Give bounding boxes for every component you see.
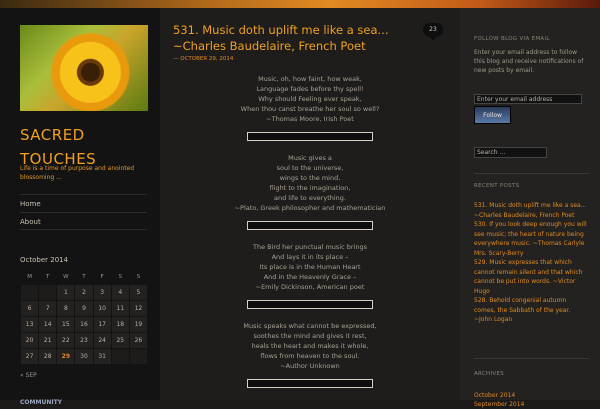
recent-post-link[interactable]: 531. Music doth uplift me like a sea... ~Charles Baudelaire, French Poet [474,202,587,219]
calendar-day: 16 [75,316,93,332]
calendar-day: 18 [111,316,129,332]
post-date [173,56,233,62]
calendar-day: 12 [129,300,147,316]
site-tagline: Life is a time of purpose and anointed blossoming ... [20,165,135,181]
poem-line: Language fades before thy spell! [256,85,364,93]
calendar-day: 21 [39,332,57,348]
nav-item-about[interactable]: About [20,212,147,230]
calendar-day: 13 [21,316,39,332]
recent-post-link[interactable]: Mrs. Scary-Berry [474,249,524,257]
calendar-day: 8 [57,300,75,316]
poem-stanza [160,74,460,124]
poem-line: wings to the mind, [279,174,341,182]
calendar-day: 28 [39,348,57,364]
archives-list [474,391,589,409]
calendar-title: October 2014 [20,256,69,264]
site-title-line1[interactable]: SACRED [20,126,85,144]
poem-line: And lays it in its place – [271,253,349,261]
calendar-day: 17 [93,316,111,332]
poem-line: and life to everything. [273,194,346,202]
calendar [20,270,148,365]
header-image-sunflower[interactable] [20,25,148,111]
follow-widget-text: Enter your email address to follow this blog and receive notifications of new posts by email. [474,49,584,74]
archive-link[interactable]: October 2014 [474,392,516,399]
calendar-day: 27 [21,348,39,364]
community-title: COMMUNITY [20,399,63,406]
poem-line: When thou canst breathe her soul so well? [240,105,380,113]
calendar-empty-cell [21,284,39,300]
poem-line: ~Plato, Greek philosopher and mathematician [234,204,386,212]
main-nav [20,194,147,230]
site-title-line2[interactable]: TOUCHES [20,150,97,168]
calendar-day: 10 [93,300,111,316]
recent-posts-title: RECENT POSTS [474,183,520,189]
email-field[interactable] [474,94,582,104]
follow-button[interactable]: Follow [474,106,511,124]
post-date-text[interactable]: OCTOBER 29, 2014 [180,56,234,62]
calendar-weekday: M [27,273,32,280]
calendar-week [21,316,148,332]
post-date-dash: — [173,56,179,62]
right-sidebar [460,8,600,408]
calendar-weekdays [21,270,148,284]
poem-line: And in the Heavenly Grace – [263,273,357,281]
calendar-empty-cell [39,284,57,300]
calendar-day: 2 [75,284,93,300]
calendar-weekday: S [136,273,141,280]
calendar-empty-cell [129,348,147,364]
follow-widget-title: FOLLOW BLOG VIA EMAIL [474,36,550,42]
calendar-day: 11 [111,300,129,316]
calendar-day: 22 [57,332,75,348]
poem-line: heals the heart and makes it whole, [251,342,369,350]
calendar-day: 20 [21,332,39,348]
poem-stanza [160,321,460,371]
archive-link[interactable]: September 2014 [474,401,525,408]
left-sidebar [0,8,160,406]
calendar-day: 19 [129,316,147,332]
calendar-day: 25 [111,332,129,348]
calendar-day: 14 [39,316,57,332]
calendar-day: 1 [57,284,75,300]
calendar-weekday: T [82,273,86,280]
recent-post-link[interactable]: 530. If you look deep enough you will see music; the heart of nature being everywhere music. ~Thomas Carlyle [474,221,587,247]
calendar-day: 30 [75,348,93,364]
poem-line: flows from heaven to the soul. [260,352,360,360]
stanza-separator-bar [247,221,373,230]
calendar-day: 6 [21,300,39,316]
divider [474,358,589,359]
search-input[interactable] [474,147,547,158]
calendar-weekday: T [46,273,50,280]
recent-post-link[interactable]: 528. Behold congenial autumn comes, the Sabbath of the year. ~John Logan [474,297,571,323]
poem-stanza [160,242,460,292]
top-accent-bar [0,0,600,8]
calendar-week [21,332,148,348]
calendar-prev-link[interactable]: « SEP [20,372,37,379]
comment-count-bubble[interactable]: 23 [423,23,443,37]
calendar-week [21,300,148,316]
calendar-empty-cell [111,348,129,364]
calendar-day: 15 [57,316,75,332]
calendar-day: 24 [93,332,111,348]
calendar-day[interactable]: 29 [57,348,75,364]
post-body [160,74,460,400]
poem-line: soothes the mind and gives it rest, [253,332,367,340]
post-title[interactable]: 531. Music doth uplift me like a sea... ~Charles Baudelaire, French Poet [173,23,389,53]
calendar-body [21,284,148,364]
recent-posts-list [474,201,589,325]
calendar-weekday: S [118,273,123,280]
poem-line: Its place is in the Human Heart [259,263,361,271]
calendar-weekday: W [63,273,69,280]
calendar-day: 3 [93,284,111,300]
calendar-day: 26 [129,332,147,348]
calendar-weekday: F [100,273,104,280]
poem-stanza [160,153,460,213]
poem-line: ~Thomas Moore, Irish Poet [266,115,354,123]
nav-item-home[interactable]: Home [20,194,147,212]
calendar-day: 5 [129,284,147,300]
calendar-day: 7 [39,300,57,316]
stanza-separator-bar [247,132,373,141]
calendar-day: 9 [75,300,93,316]
stanza-separator-bar [247,379,373,388]
poem-line: Why should Feeling ever speak, [258,95,362,103]
poem-line: ~Author Unknown [280,362,340,370]
poem-line: soul to the universe, [276,164,344,172]
poem-line: Music, oh, how faint, how weak, [258,75,362,83]
archives-title: ARCHIVES [474,371,505,377]
poem-line: The Bird her punctual music brings [252,243,367,251]
main-content [160,8,460,400]
stanza-separator-bar [247,300,373,309]
poem-line: ~Emily Dickinson, American poet [255,283,365,291]
calendar-week [21,284,148,300]
poem-line: flight to the imagination, [269,184,351,192]
calendar-day: 23 [75,332,93,348]
poem-line: Music speaks what cannot be expressed, [243,322,377,330]
calendar-day: 31 [93,348,111,364]
recent-post-link[interactable]: 529. Music expresses that which cannot remain silent and that which cannot be put into words. ~Victor Hugo [474,259,583,295]
calendar-day: 4 [111,284,129,300]
divider [474,173,589,174]
calendar-week [21,348,148,364]
poem-line: Music gives a [288,154,332,162]
